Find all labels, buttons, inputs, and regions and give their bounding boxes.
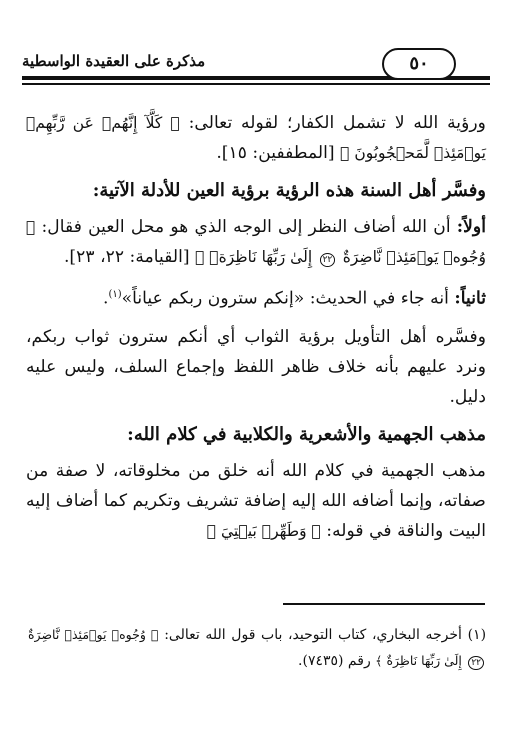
paragraph-1-text: ورؤية الله لا تشمل الكفار؛ لقوله تعالى: xyxy=(188,113,486,133)
hadith-number: رقم (٧٤٣٥). xyxy=(298,653,371,669)
paragraph-2 xyxy=(26,212,486,272)
ayah-number-marker: ٢٢ xyxy=(468,656,484,670)
running-title: مذكرة على العقيدة الواسطية xyxy=(22,52,206,70)
footnote-reference: (١) xyxy=(108,289,122,300)
ayah-number-marker: ٢٢ xyxy=(320,253,336,267)
quran-verse: ﴿ وُجُوهٞ يَوۡمَئِذٖ نَّاضِرَةٌ xyxy=(26,218,486,266)
paragraph-5 xyxy=(26,456,486,546)
footnote-number: (١) xyxy=(467,627,487,643)
quran-verse-continued: إِلَىٰ رَبِّهَا نَاظِرَةٞ ﴾ xyxy=(195,248,313,266)
section-heading: وفسَّر أهل السنة هذه الرؤية برؤية العين للأدلة الآتية: xyxy=(92,180,486,201)
page-header xyxy=(22,48,490,88)
paragraph-1 xyxy=(26,108,486,168)
point-label: ثانياً: xyxy=(454,288,486,309)
footnote xyxy=(28,622,486,674)
paragraph-3-text: أنه جاء في الحديث: «إنكم سترون ربكم عياناً» xyxy=(121,288,449,309)
paragraph-2-text: أن الله أضاف النظر إلى الوجه الذي هو محل العين فقال: xyxy=(41,217,451,237)
footnote-text: أخرجه البخاري، كتاب التوحيد، باب قول الله تعالى: xyxy=(164,627,462,643)
paragraph-4 xyxy=(26,322,486,412)
paragraph-4-text: وفسَّره أهل التأويل برؤية الثواب أي أنكم سترون ثواب ربكم، ونرد عليهم بأنه خلاف ظاهر اللفظ وإجماع السلف، وليس عليه دليل. xyxy=(26,326,486,407)
paragraph-5-text: مذهب الجهمية في كلام الله أنه خلق من مخلوقاته، لا صفة من صفاته، وإنما أضافه الله إليه إضافة تشريف وتكريم كما أضاف إليه البيت والناقة في قوله: xyxy=(26,460,486,541)
quran-verse-continued: إِلَىٰ رَبِّهَا نَاظِرَةٌ ﴾ xyxy=(375,653,462,668)
page-number: ٥٠ xyxy=(382,48,456,80)
main-text xyxy=(26,108,486,554)
section-heading: مذهب الجهمية والأشعرية والكلابية في كلام الله: xyxy=(127,423,486,445)
paragraph-3: ثانياً: أنه جاء في الحديث: «إنكم سترون ربكم عياناً»$^{(١)}$. xyxy=(102,288,486,309)
footnote-separator xyxy=(283,603,485,605)
point-label: أولاً: xyxy=(456,217,487,237)
verse-reference: [المطففين: ١٥]. xyxy=(216,143,335,163)
quran-verse: ﴿ وُجُوهٞ يَوۡمَئِذٖ نَّاضِرَةٌ xyxy=(28,627,159,642)
verse-reference: [القيامة: ٢٢، ٢٣]. xyxy=(63,247,190,267)
quran-verse: ﴿ كَلَّآ إِنَّهُمۡ عَن رَّبِّهِمۡ يَوۡمَئِذٖ لَّمَحۡجُوبُونَ ﴾ xyxy=(26,114,486,162)
quran-verse: ﴿ وَطَهِّرۡ بَيۡتِيَ ﴾ xyxy=(206,521,321,540)
header-rule-thin xyxy=(22,83,490,85)
